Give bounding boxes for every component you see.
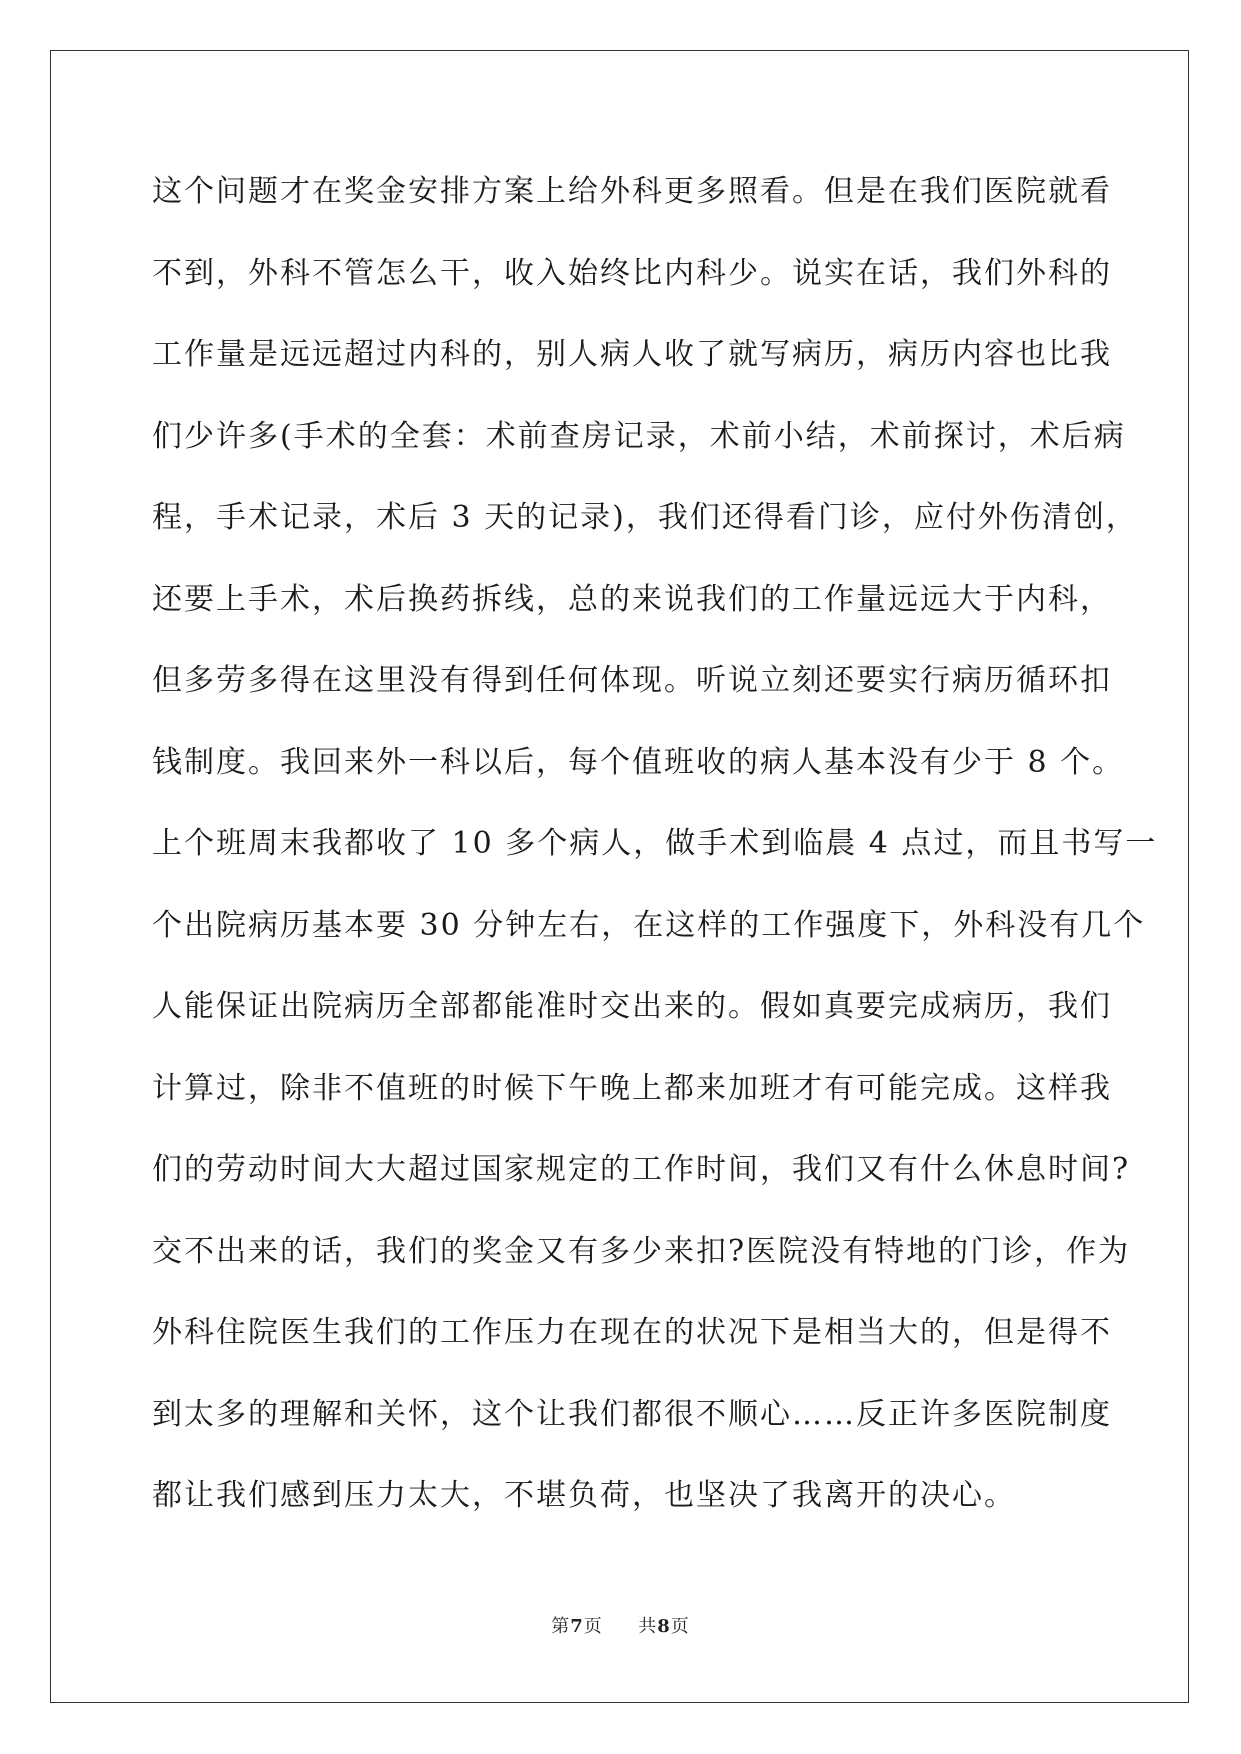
text-line: 工作量是远远超过内科的，别人病人收了就写病历，病历内容也比我 — [152, 337, 1112, 372]
text-line: 计算过，除非不值班的时候下午晚上都来加班才有可能完成。这样我 — [152, 1070, 1112, 1106]
text-line: 上个班周末我都收了 10 多个病人，做手术到临晨 4 点过，而且书写一 — [152, 826, 1158, 861]
text-line: 外科住院医生我们的工作压力在现在的状况下是相当大的，但是得不 — [152, 1315, 1112, 1350]
text-line: 到太多的理解和关怀，这个让我们都很不顺心……反正许多医院制度 — [152, 1396, 1112, 1432]
page-suffix: 页 — [583, 1616, 603, 1637]
page-number — [551, 1612, 603, 1638]
text-line: 们少许多(手术的全套：术前查房记录，术前小结，术前探讨，术后病 — [152, 418, 1126, 454]
text-line: 交不出来的话，我们的奖金又有多少来扣?医院没有特地的门诊，作为 — [152, 1233, 1131, 1269]
page-total — [638, 1612, 690, 1638]
text-line: 钱制度。我回来外一科以后，每个值班收的病人基本没有少于 8 个。 — [152, 744, 1125, 780]
text-line: 个出院病历基本要 30 分钟左右，在这样的工作强度下，外科没有几个 — [152, 907, 1146, 943]
text-line: 人能保证出院病历全部都能准时交出来的。假如真要完成病历，我们 — [152, 989, 1112, 1024]
text-line: 但多劳多得在这里没有得到任何体现。听说立刻还要实行病历循环扣 — [152, 663, 1112, 698]
text-line: 程，手术记录，术后 3 天的记录)，我们还得看门诊，应付外伤清创， — [152, 500, 1138, 535]
page-prefix: 第 — [551, 1616, 571, 1637]
text-line: 这个问题才在奖金安排方案上给外科更多照看。但是在我们医院就看 — [152, 174, 1112, 209]
text-line: 不到，外科不管怎么干，收入始终比内科少。说实在话，我们外科的 — [152, 255, 1112, 291]
page-footer — [0, 1612, 1241, 1638]
total-prefix: 共 — [638, 1616, 658, 1637]
text-line: 们的劳动时间大大超过国家规定的工作时间，我们又有什么休息时间? — [152, 1152, 1131, 1187]
total-suffix: 页 — [670, 1616, 690, 1637]
total-count: 8 — [657, 1616, 671, 1637]
body-text — [152, 160, 1158, 1546]
page-current: 7 — [570, 1616, 584, 1637]
text-line: 还要上手术，术后换药拆线，总的来说我们的工作量远远大于内科， — [152, 581, 1112, 617]
text-line: 都让我们感到压力太大，不堪负荷，也坚决了我离开的决心。 — [152, 1478, 1016, 1513]
